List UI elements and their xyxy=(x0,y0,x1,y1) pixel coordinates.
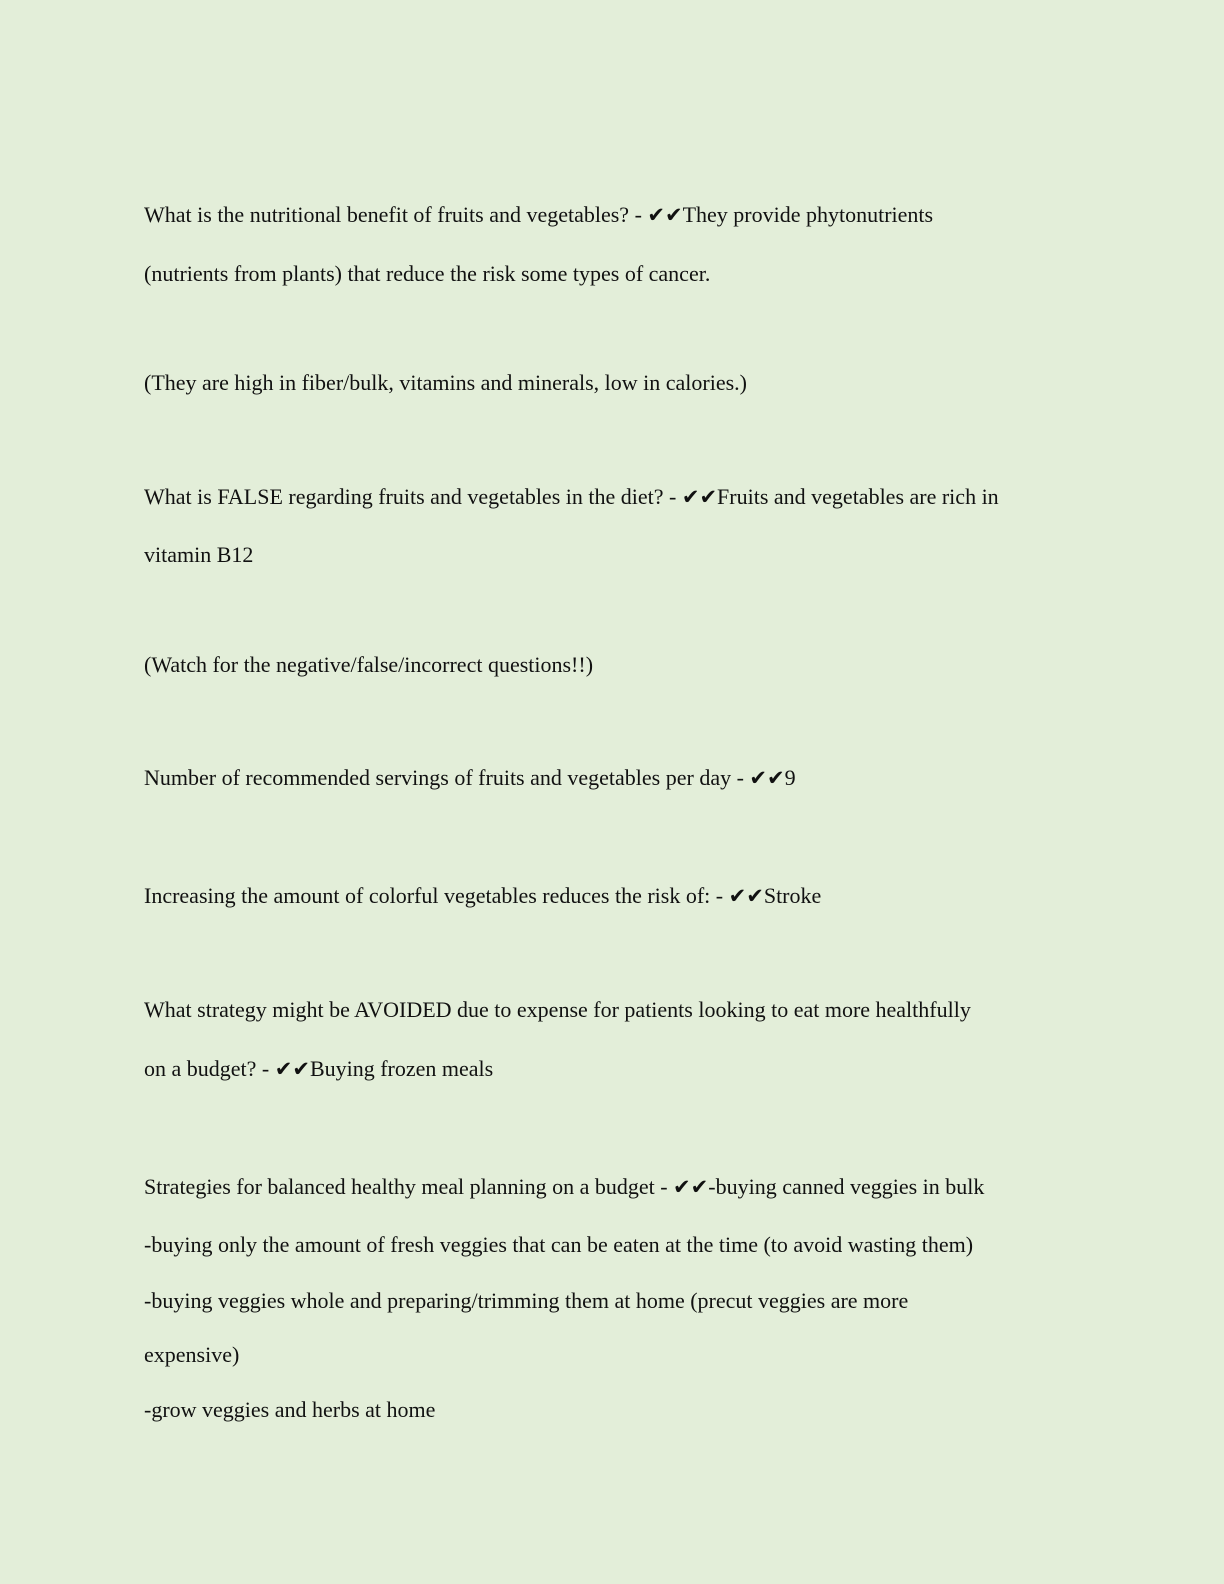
answer-text: Stroke xyxy=(763,883,822,908)
qa-2-line-2: vitamin B12 xyxy=(144,542,254,567)
answer-text: 9 xyxy=(784,765,796,790)
qa-1-line-1 xyxy=(144,202,933,228)
question-text: Increasing the amount of colorful vegetables reduces the risk of: - xyxy=(144,883,729,908)
question-text: What is FALSE regarding fruits and vegetables in the diet? - xyxy=(144,484,682,509)
check-icon: ✔✔ xyxy=(681,485,718,509)
qa-3-line-1 xyxy=(144,765,796,791)
qa-2-note: (Watch for the negative/false/incorrect questions!!) xyxy=(144,652,594,677)
answer-text: Buying frozen meals xyxy=(309,1056,494,1081)
qa-6-line-3: -buying veggies whole and preparing/trimming them at home (precut veggies are more xyxy=(144,1288,909,1313)
qa-5-line-1: What strategy might be AVOIDED due to expense for patients looking to eat more healthfully xyxy=(144,997,971,1022)
answer-text: -buying canned veggies in bulk xyxy=(708,1174,985,1199)
check-icon: ✔✔ xyxy=(274,1057,310,1081)
qa-6-line-4: expensive) xyxy=(144,1342,240,1367)
qa-5-line-2 xyxy=(144,1056,493,1082)
question-text: on a budget? - xyxy=(144,1056,275,1081)
answer-text: They provide phytonutrients xyxy=(682,202,934,227)
qa-6-line-1 xyxy=(144,1174,984,1200)
qa-2-line-1 xyxy=(144,484,999,510)
qa-6-line-5: -grow veggies and herbs at home xyxy=(144,1397,436,1422)
check-icon: ✔✔ xyxy=(673,1175,709,1199)
qa-1-note: (They are high in fiber/bulk, vitamins and minerals, low in calories.) xyxy=(144,370,748,395)
qa-6-line-2: -buying only the amount of fresh veggies that can be eaten at the time (to avoid wasting them) xyxy=(144,1232,974,1257)
qa-1-line-2: (nutrients from plants) that reduce the risk some types of cancer. xyxy=(144,261,711,286)
question-text: What is the nutritional benefit of fruits and vegetables? - xyxy=(144,202,648,227)
answer-text: Fruits and vegetables are rich in xyxy=(717,484,999,509)
check-icon: ✔✔ xyxy=(749,766,785,790)
question-text: Number of recommended servings of fruits and vegetables per day - xyxy=(144,765,750,790)
check-icon: ✔✔ xyxy=(647,203,683,227)
check-icon: ✔✔ xyxy=(728,884,764,908)
qa-4-line-1 xyxy=(144,883,821,909)
question-text: Strategies for balanced healthy meal planning on a budget - xyxy=(144,1174,674,1199)
